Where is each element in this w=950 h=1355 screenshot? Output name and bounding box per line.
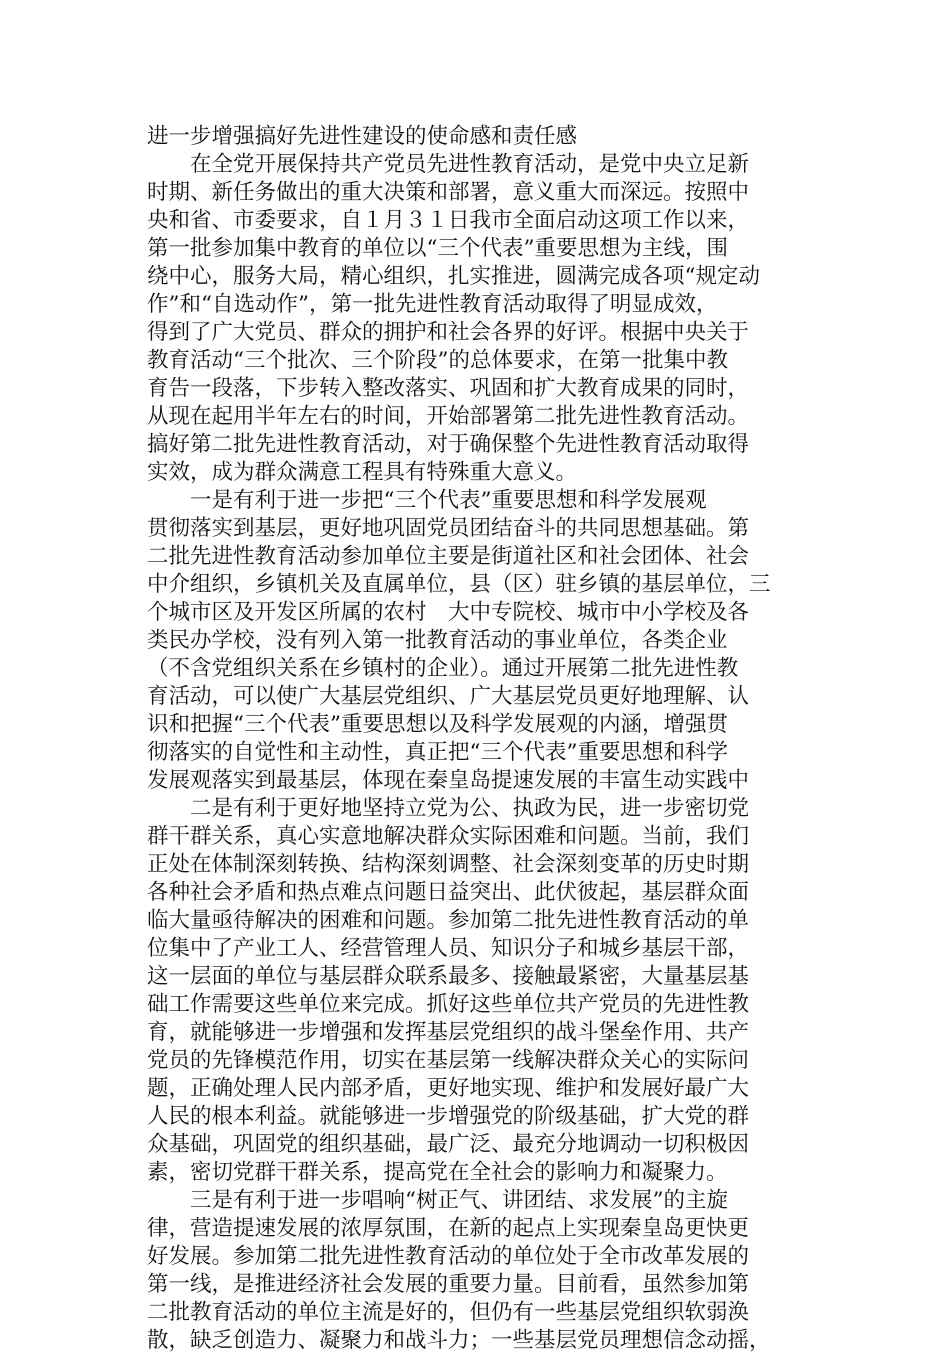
- paragraph-2: [147, 487, 807, 795]
- paragraph-1: [147, 151, 807, 487]
- paragraph-line: 二批先进性教育活动参加单位主要是街道社区和社会团体、社会: [147, 544, 750, 569]
- paragraph-line: 律，营造提速发展的浓厚氛围，在新的起点上实现秦皇岛更快更: [147, 1216, 750, 1241]
- document-paragraphs: [147, 151, 807, 1355]
- paragraph-line: 得到了广大党员、群众的拥护和社会各界的好评。根据中央关于: [147, 320, 750, 345]
- paragraph-line: 贯彻落实到基层，更好地巩固党员团结奋斗的共同思想基础。第: [147, 516, 750, 541]
- paragraph-line: 各种社会矛盾和热点难点问题日益突出、此伏彼起，基层群众面: [147, 880, 750, 905]
- paragraph-line: 正处在体制深刻转换、结构深刻调整、社会深刻变革的历史时期: [147, 852, 750, 877]
- paragraph-line: 三是有利于进一步唱响“树正气、讲团结、求发展”的主旋: [190, 1188, 728, 1213]
- paragraph-line: 彻落实的自觉性和主动性，真正把“三个代表”重要思想和科学: [147, 740, 728, 765]
- paragraph-line: 绕中心，服务大局，精心组织，扎实推进，圆满完成各项“规定动: [147, 264, 760, 289]
- paragraph-4: [147, 1187, 807, 1355]
- paragraph-line: 二是有利于更好地坚持立党为公、执政为民，进一步密切党: [190, 796, 750, 821]
- paragraph-line: 位集中了产业工人、经营管理人员、知识分子和城乡基层干部，: [147, 936, 750, 961]
- paragraph-line: 识和把握“三个代表”重要思想以及科学发展观的内涵，增强贯: [147, 712, 728, 737]
- paragraph-line: 第一线，是推进经济社会发展的重要力量。目前看，虽然参加第: [147, 1272, 750, 1297]
- paragraph-3: [147, 795, 807, 1187]
- paragraph-line: 础工作需要这些单位来完成。抓好这些单位共产党员的先进性教: [147, 992, 750, 1017]
- paragraph-line: 二批教育活动的单位主流是好的，但仍有一些基层党组织软弱涣: [147, 1300, 750, 1325]
- paragraph-line: 众基础，巩固党的组织基础，最广泛、最充分地调动一切积极因: [147, 1132, 750, 1157]
- paragraph-line: 这一层面的单位与基层群众联系最多、接触最紧密，大量基层基: [147, 964, 750, 989]
- paragraph-line: 党员的先锋模范作用，切实在基层第一线解决群众关心的实际问: [147, 1048, 750, 1073]
- paragraph-line: 第一批参加集中教育的单位以“三个代表”重要思想为主线，围: [147, 236, 728, 261]
- paragraph-line: 从现在起用半年左右的时间，开始部署第二批先进性教育活动。: [147, 404, 750, 429]
- paragraph-line: 题，正确处理人民内部矛盾，更好地实现、维护和发展好最广大: [147, 1076, 750, 1101]
- paragraph-line: 一是有利于进一步把“三个代表”重要思想和科学发展观: [190, 488, 707, 513]
- paragraph-line: 在全党开展保持共产党员先进性教育活动，是党中央立足新: [190, 152, 750, 177]
- paragraph-line: 中介组织，乡镇机关及直属单位，县（区）驻乡镇的基层单位，三: [147, 572, 771, 597]
- paragraph-line: 个城市区及开发区所属的农村 大中专院校、城市中小学校及各: [147, 600, 750, 625]
- paragraph-line: 教育活动“三个批次、三个阶段”的总体要求，在第一批集中教: [147, 348, 728, 373]
- paragraph-line: 育告一段落，下步转入整改落实、巩固和扩大教育成果的同时，: [147, 376, 750, 401]
- paragraph-line: 好发展。参加第二批先进性教育活动的单位处于全市改革发展的: [147, 1244, 750, 1269]
- paragraph-line: 育，就能够进一步增强和发挥基层党组织的战斗堡垒作用、共产: [147, 1020, 750, 1045]
- paragraph-line: 类民办学校，没有列入第一批教育活动的事业单位，各类企业: [147, 628, 728, 653]
- paragraph-line: （不含党组织关系在乡镇村的企业）。通过开展第二批先进性教: [147, 656, 739, 681]
- document-body: [147, 123, 807, 1355]
- paragraph-line: 素，密切党群干群关系，提高党在全社会的影响力和凝聚力。: [147, 1160, 728, 1185]
- paragraph-line: 育活动，可以使广大基层党组织、广大基层党员更好地理解、认: [147, 684, 750, 709]
- paragraph-line: 时期、新任务做出的重大决策和部署，意义重大而深远。按照中: [147, 180, 750, 205]
- paragraph-line: 群干群关系，真心实意地解决群众实际困难和问题。当前，我们: [147, 824, 750, 849]
- paragraph-line: 实效，成为群众满意工程具有特殊重大意义。: [147, 460, 578, 485]
- paragraph-line: 发展观落实到最基层，体现在秦皇岛提速发展的丰富生动实践中: [147, 768, 750, 793]
- paragraph-line: 央和省、市委要求，自１月３１日我市全面启动这项工作以来，: [147, 208, 750, 233]
- document-title: 进一步增强搞好先进性建设的使命感和责任感: [147, 124, 578, 149]
- paragraph-line: 作”和“自选动作”，第一批先进性教育活动取得了明显成效，: [147, 292, 718, 317]
- paragraph-line: 散，缺乏创造力、凝聚力和战斗力；一些基层党员理想信念动摇，: [147, 1328, 771, 1353]
- paragraph-line: 搞好第二批先进性教育活动，对于确保整个先进性教育活动取得: [147, 432, 750, 457]
- paragraph-line: 人民的根本利益。就能够进一步增强党的阶级基础，扩大党的群: [147, 1104, 750, 1129]
- paragraph-line: 临大量亟待解决的困难和问题。参加第二批先进性教育活动的单: [147, 908, 750, 933]
